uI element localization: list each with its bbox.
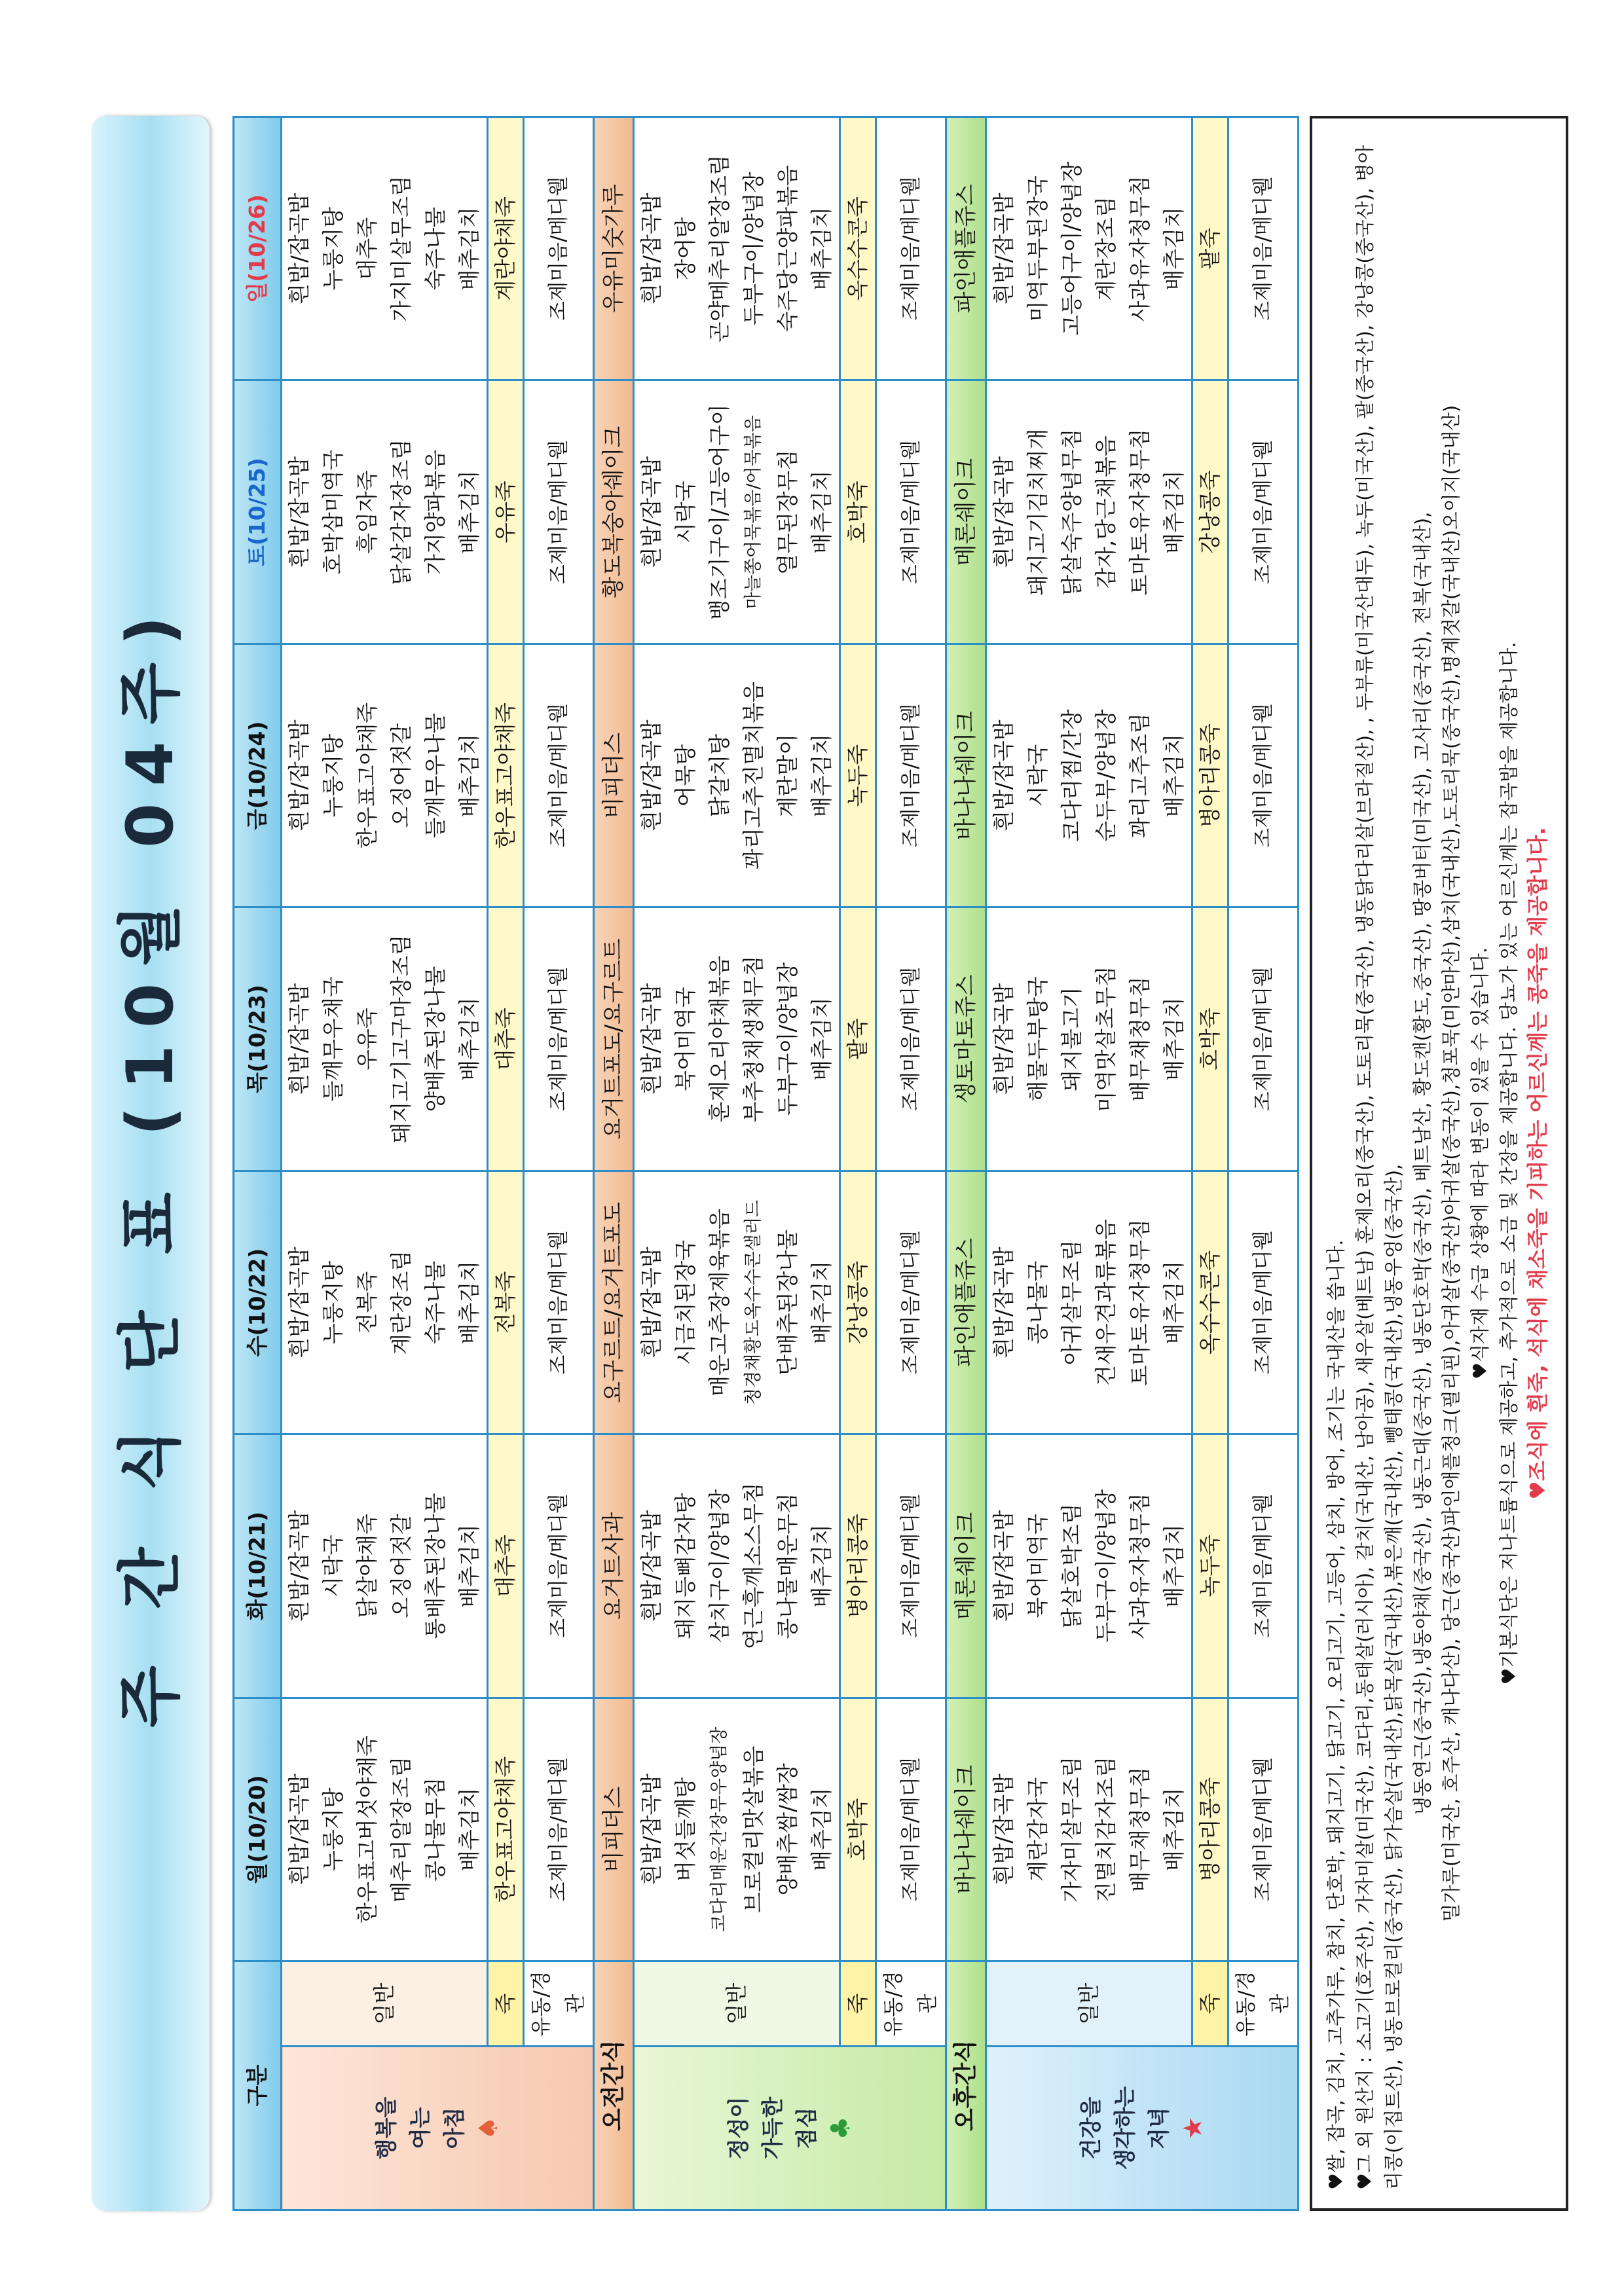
menu-item: 시락국	[1025, 744, 1050, 807]
snack-cell: 메론쉐이크	[946, 1434, 986, 1698]
menu-item: 장어탕	[673, 217, 698, 280]
note-low-sodium: ♥기본식단은 저나트륨식으로 제공하고, 추가적으로 소금 및 간장을 제공합니다. 당뇨가 있는 어르신께는 잡곡밥을 제공합니다.	[1498, 642, 1520, 1685]
menu-item: 흰밥/잡곡밥	[286, 1247, 312, 1358]
snack-cell: 메론쉐이크	[946, 380, 986, 644]
dysphagia-cell: 조제미음/메디웰	[876, 644, 946, 907]
menu-item: 시금치된장국	[673, 1239, 698, 1366]
club-icon: ♣	[826, 2116, 856, 2140]
type-juk: 죽	[840, 1961, 876, 2047]
page-title: 주 간 식 단 표 (10월 04주)	[113, 599, 188, 1728]
menu-cell	[634, 907, 840, 1171]
dysphagia-cell: 조제미음/메디웰	[1228, 117, 1299, 380]
note-origin-other: ♥그 외 원산지 : 소고기(호주산), 가자미살(미국산), 코다리,동태살(러시아), 갈치(국내산, 남아공), 새우살(베트남) 훈제오리(중국산), 도토리묵(중국산), 냉동닭다리살(브라질산), , 두부류(미국산대두), 녹두(미국산), 팥(중국산), 강낭콩(중국산), 병아리콩(이집트산), 냉동브로컬리(중국산), 닭가슴살(국내산),닭목살(국내산),볶은깨(국내산), 뺑태콩(국내산),냉동우엉(중국산),	[1354, 145, 1405, 2190]
note-origin-other-3: 밀가루(미국산, 호주산, 캐나다산), 당근(중국산)파인애플청크(필리핀),아귀살(중국산)아귀살(중국산),청포묵(미얀마산),삼치(국내산),도토리묵(중국산),명계젓갈(국내산)오이지(국내산)	[1440, 405, 1462, 1922]
dysphagia-cell: 조제미음/메디웰	[876, 907, 946, 1171]
note-origin-other-2: 냉동연근(중국산),냉동야채(중국산), 냉동근대(중국산), 냉동단호박(중국산), 베트남산, 황도캔(황도,중국산), 땅콩버터(미국산), 고사리(중국산), 전복(국내산),	[1411, 511, 1433, 1815]
lunch-label	[634, 2047, 946, 2210]
dysphagia-cell: 조제미음/메디웰	[876, 117, 946, 380]
menu-item: 콩나물무침	[422, 1777, 448, 1882]
menu-item: 닭갈치탕	[707, 733, 732, 818]
menu-item: 배추김치	[456, 470, 482, 554]
menu-item: 고등어구이/양념장	[1059, 161, 1084, 336]
day-header-fri: 금(10/24)	[234, 644, 282, 907]
juk-cell: 전복죽	[488, 1171, 524, 1434]
menu-item: 가지미살무조림	[388, 175, 414, 322]
juk-cell: 병아리콩죽	[1192, 1698, 1228, 1961]
menu-item: 흰밥/잡곡밥	[638, 1247, 664, 1358]
menu-item: 흰밥/잡곡밥	[991, 456, 1016, 568]
spade-icon: ♠	[473, 2116, 504, 2140]
menu-frame	[62, 79, 1581, 2237]
menu-item: 콩나물국	[1025, 1260, 1050, 1345]
type-dysphagia: 유동/경관	[524, 1961, 594, 2047]
menu-item: 닭살감자장조림	[388, 439, 414, 585]
notes-box	[1310, 116, 1568, 2211]
menu-item: 배추김치	[1161, 997, 1187, 1081]
dysphagia-cell: 조제미음/메디웰	[1228, 380, 1299, 644]
menu-item: 코다리찜/간장	[1059, 709, 1084, 842]
lunch-label-line: 점심	[794, 2107, 819, 2149]
menu-item: 배무채청무침	[1127, 976, 1153, 1102]
menu-item: 브로컬리맛살볶음	[741, 1745, 766, 1913]
menu-item: 뱅조기구이/고등어구이	[707, 404, 732, 621]
menu-cell	[282, 380, 488, 644]
menu-cell	[986, 644, 1192, 907]
menu-item: 한우표고버섯야채죽	[354, 1735, 380, 1923]
menu-item: 계란감자국	[1025, 1777, 1050, 1882]
menu-item: 건새우견과류볶음	[1093, 1218, 1118, 1386]
menu-item: 흰밥/잡곡밥	[638, 1510, 664, 1622]
menu-item: 시락국	[673, 481, 698, 543]
menu-item: 콩나물매운무침	[775, 1493, 800, 1639]
menu-item: 누룽지탕	[320, 1260, 346, 1345]
star-icon: ★	[1178, 2116, 1208, 2140]
menu-cell	[282, 1698, 488, 1961]
day-header-sun: 일(10/26)	[234, 117, 282, 380]
menu-item: 흰밥/잡곡밥	[286, 720, 312, 831]
juk-cell: 호박죽	[1192, 907, 1228, 1171]
menu-item: 꽈리고추진멸치볶음	[741, 682, 766, 870]
menu-item: 두부구이/양념장	[741, 172, 766, 325]
snack-cell: 요거트사과	[594, 1434, 634, 1698]
menu-item: 북어미역국	[673, 987, 698, 1091]
menu-item: 연근흑깨소스무침	[741, 1482, 766, 1650]
juk-cell: 강낭콩죽	[1192, 380, 1228, 644]
menu-item: 해물두부탕국	[1025, 976, 1050, 1102]
dinner-label-line: 건강을	[1078, 2096, 1103, 2160]
menu-item: 흰밥/잡곡밥	[991, 983, 1016, 1095]
day-header-thu: 목(10/23)	[234, 907, 282, 1171]
snack_pm-row	[946, 117, 986, 2210]
menu-item: 배추김치	[809, 470, 834, 554]
dysphagia-cell: 조제미음/메디웰	[1228, 1171, 1299, 1434]
snack-cell: 파인애플쥬스	[946, 1171, 986, 1434]
menu-item: 미역두부된장국	[1025, 175, 1050, 322]
menu-item: 사과유자청무침	[1127, 175, 1153, 322]
menu-item: 매운고추장제육볶음	[707, 1209, 732, 1396]
juk-cell: 호박죽	[840, 1698, 876, 1961]
menu-item: 버섯들깨탕	[673, 1777, 698, 1882]
menu-item: 청경채황도옥수수콘샐러드	[743, 1199, 764, 1405]
snack-cell: 요구르트/요거트포도	[594, 1171, 634, 1434]
dysphagia-cell: 조제미음/메디웰	[876, 380, 946, 644]
menu-item: 흰밥/잡곡밥	[638, 720, 664, 831]
menu-item: 흰밥/잡곡밥	[638, 456, 664, 568]
dysphagia-cell: 조제미음/메디웰	[1228, 644, 1299, 907]
breakfast-juk-row	[488, 117, 524, 2210]
lunch-label-line: 정성이	[726, 2096, 751, 2160]
menu-item: 배추김치	[456, 206, 482, 291]
menu-item: 부추청채생채무침	[741, 955, 766, 1123]
menu-cell	[986, 1698, 1192, 1961]
menu-item: 코다리매운간장무우양념장	[709, 1726, 729, 1932]
dysphagia-cell: 조제미음/메디웰	[1228, 1434, 1299, 1698]
menu-item: 흰밥/잡곡밥	[991, 1774, 1016, 1886]
juk-cell: 병아리콩죽	[840, 1434, 876, 1698]
menu-item: 토마토유자청무침	[1127, 428, 1153, 596]
menu-item: 아귀살무조림	[1059, 1239, 1084, 1366]
snack_pm-label: 오후간식	[946, 1961, 986, 2210]
dysphagia-cell: 조제미음/메디웰	[1228, 1698, 1299, 1961]
menu-item: 흰밥/잡곡밥	[638, 1774, 664, 1886]
note-juk: ♥조식에 흰죽, 석식에 채소죽을 기피하는 어르신께는 콩죽을 제공합니다.	[1525, 827, 1550, 1500]
menu-cell	[986, 1171, 1192, 1434]
menu-item: 흰밥/잡곡밥	[991, 720, 1016, 831]
type-dysphagia: 유동/경관	[876, 1961, 946, 2047]
menu-item: 돼지고기김치찌개	[1025, 428, 1050, 596]
dysphagia-cell: 조제미음/메디웰	[524, 380, 594, 644]
juk-cell: 병아리콩죽	[1192, 644, 1228, 907]
menu-item: 단배추된장나물	[775, 1229, 800, 1376]
menu-item: 어묵탕	[673, 744, 698, 807]
menu-item: 숙주당근양파볶음	[775, 165, 800, 333]
menu-item: 배추김치	[809, 206, 834, 291]
menu-item: 감자,당근채볶음	[1093, 435, 1118, 589]
menu-item: 누룽지탕	[320, 1787, 346, 1872]
menu-item: 열무된장무침	[775, 449, 800, 575]
dysphagia-cell: 조제미음/메디웰	[524, 1171, 594, 1434]
day-header-mon: 월(10/20)	[234, 1698, 282, 1961]
menu-item: 호박삼미역국	[320, 449, 346, 575]
menu-cell	[634, 644, 840, 907]
menu-item: 진멸치감자조림	[1093, 1756, 1118, 1903]
menu-item: 계란장조림	[388, 1250, 414, 1355]
menu-item: 배추김치	[809, 1787, 834, 1872]
menu-cell	[634, 117, 840, 380]
dysphagia-cell: 조제미음/메디웰	[524, 907, 594, 1171]
dysphagia-cell: 조제미음/메디웰	[524, 644, 594, 907]
menu-cell	[634, 1434, 840, 1698]
menu-item: 배추김치	[456, 997, 482, 1081]
title-banner	[92, 116, 210, 2211]
menu-cell	[986, 117, 1192, 380]
type-juk: 죽	[1192, 1961, 1228, 2047]
menu-item: 흰밥/잡곡밥	[991, 192, 1016, 304]
juk-cell: 대추죽	[488, 1434, 524, 1698]
juk-cell: 한우표고야채죽	[488, 644, 524, 907]
juk-cell: 대추죽	[488, 907, 524, 1171]
dinner-label	[986, 2047, 1299, 2210]
menu-cell	[986, 380, 1192, 644]
menu-item: 흑임자죽	[354, 470, 380, 554]
weekly-menu-table	[232, 116, 1299, 2211]
juk-cell: 계란야채죽	[488, 117, 524, 380]
juk-cell: 녹두죽	[1192, 1434, 1228, 1698]
menu-item: 배추김치	[809, 997, 834, 1081]
dysphagia-cell: 조제미음/메디웰	[524, 1698, 594, 1961]
menu-item: 흰밥/잡곡밥	[286, 456, 312, 568]
menu-item: 흰밥/잡곡밥	[286, 983, 312, 1095]
menu-item: 돼지불고기	[1059, 987, 1084, 1091]
type-general: 일반	[634, 1961, 840, 2047]
lunch-general-row	[634, 117, 840, 2210]
menu-cell	[634, 1698, 840, 1961]
dysphagia-cell: 조제미음/메디웰	[876, 1698, 946, 1961]
menu-item: 두부구이/양념장	[1093, 1489, 1118, 1643]
menu-item: 양배추쌈/쌈장	[775, 1763, 800, 1896]
menu-item: 배추김치	[1161, 1524, 1187, 1608]
menu-item: 흰밥/잡곡밥	[286, 1774, 312, 1886]
menu-item: 양배추된장나물	[422, 966, 448, 1112]
menu-item: 삼치구이/양념장	[707, 1489, 732, 1643]
dysphagia-cell: 조제미음/메디웰	[876, 1171, 946, 1434]
dinner-label-line: 생각하는	[1112, 2086, 1137, 2170]
menu-item: 배추김치	[1161, 470, 1187, 554]
dinner-general-row	[986, 117, 1192, 2210]
dysphagia-cell: 조제미음/메디웰	[524, 1434, 594, 1698]
dysphagia-cell: 조제미음/메디웰	[876, 1434, 946, 1698]
lunch-dysphagia-row	[876, 117, 946, 2210]
type-general: 일반	[282, 1961, 488, 2047]
dinner-juk-row	[1192, 117, 1228, 2210]
menu-item: 훈제오리야채볶음	[707, 955, 732, 1123]
juk-cell: 강낭콩죽	[840, 1171, 876, 1434]
menu-item: 흰밥/잡곡밥	[286, 192, 312, 304]
menu-item: 통배추된장나물	[422, 1493, 448, 1639]
menu-item: 배추김치	[1161, 733, 1187, 818]
menu-item: 가자미살무조림	[1059, 1756, 1084, 1903]
menu-cell	[282, 117, 488, 380]
menu-cell	[634, 1171, 840, 1434]
menu-item: 마늘쫑어묵볶음/어묵볶음	[743, 415, 764, 610]
juk-cell: 녹두죽	[840, 644, 876, 907]
snack_am-row	[594, 117, 634, 2210]
type-general: 일반	[986, 1961, 1192, 2047]
menu-item: 닭살호박조림	[1059, 1503, 1084, 1629]
menu-item: 흰밥/잡곡밥	[991, 1247, 1016, 1358]
menu-item: 미역맛살초무침	[1093, 966, 1118, 1112]
lunch-juk-row	[840, 117, 876, 2210]
menu-item: 메추리알장조림	[388, 1756, 414, 1903]
menu-item: 누룽지탕	[320, 206, 346, 291]
juk-cell: 한우표고야채죽	[488, 1698, 524, 1961]
juk-cell: 옥수수콘죽	[840, 117, 876, 380]
menu-cell	[282, 907, 488, 1171]
type-juk: 죽	[488, 1961, 524, 2047]
snack-cell: 바나나쉐이크	[946, 1698, 986, 1961]
note-supply: ♥식자재 수급 상황에 따라 변동이 있을 수 있습니다.	[1469, 947, 1491, 1380]
dinner-label-line: 저녁	[1146, 2107, 1172, 2149]
dinner-dysphagia-row	[1228, 117, 1299, 2210]
snack-cell: 황도복숭아쉐이크	[594, 380, 634, 644]
menu-item: 흰밥/잡곡밥	[638, 983, 664, 1095]
menu-item: 숙주나물	[422, 1260, 448, 1345]
menu-item: 우유죽	[354, 1008, 380, 1070]
menu-item: 배무채청무침	[1127, 1766, 1153, 1892]
menu-item: 곤약메추리알장조림	[707, 155, 732, 343]
juk-cell: 호박죽	[840, 380, 876, 644]
juk-cell: 우유죽	[488, 380, 524, 644]
menu-item: 계란말이	[775, 733, 800, 818]
menu-item: 돼지등뼈감자탕	[673, 1493, 698, 1639]
breakfast-general-row	[282, 117, 488, 2210]
day-header-sat: 토(10/25)	[234, 380, 282, 644]
menu-item: 배추김치	[809, 733, 834, 818]
menu-item: 흰밥/잡곡밥	[991, 1510, 1016, 1622]
type-dysphagia: 유동/경관	[1228, 1961, 1299, 2047]
snack-cell: 비피더스	[594, 644, 634, 907]
day-header-wed: 수(10/22)	[234, 1171, 282, 1434]
menu-item: 토마토유자청무침	[1127, 1218, 1153, 1386]
menu-item: 가지양파볶음	[422, 449, 448, 575]
menu-item: 북어미역국	[1025, 1514, 1050, 1618]
menu-item: 배추김치	[809, 1524, 834, 1608]
menu-item: 누룽지탕	[320, 733, 346, 818]
menu-cell	[986, 1434, 1192, 1698]
menu-item: 한우표고야채죽	[354, 702, 380, 849]
menu-item: 계란장조림	[1093, 196, 1118, 301]
breakfast-label-line: 아침	[441, 2107, 467, 2149]
juk-cell: 팥죽	[1192, 117, 1228, 380]
juk-cell: 팥죽	[840, 907, 876, 1171]
lunch-label-line: 가득한	[760, 2096, 785, 2160]
menu-item: 배추김치	[456, 733, 482, 818]
menu-item: 흰밥/잡곡밥	[638, 192, 664, 304]
header-row	[234, 117, 282, 2210]
menu-item: 닭살숙주양념무침	[1059, 428, 1084, 596]
menu-cell	[282, 644, 488, 907]
menu-item: 배추김치	[809, 1260, 834, 1345]
breakfast-dysphagia-row	[524, 117, 594, 2210]
menu-item: 꽈리고추조림	[1127, 712, 1153, 839]
breakfast-label-line: 여는	[407, 2107, 433, 2149]
snack-cell: 바나나쉐이크	[946, 644, 986, 907]
menu-item: 배추김치	[1161, 1260, 1187, 1345]
menu-item: 순두부/양념장	[1093, 709, 1118, 842]
menu-item: 시락국	[320, 1535, 346, 1597]
menu-item: 숙주나물	[422, 206, 448, 291]
snack-cell: 비피더스	[594, 1698, 634, 1961]
menu-item: 두부구이/양념장	[775, 962, 800, 1116]
menu-item: 전복죽	[354, 1271, 380, 1334]
dysphagia-cell: 조제미음/메디웰	[524, 117, 594, 380]
menu-item: 닭살야채죽	[354, 1514, 380, 1618]
header-gubun: 구분	[234, 1961, 282, 2210]
breakfast-label	[282, 2047, 594, 2210]
menu-cell	[282, 1434, 488, 1698]
menu-item: 돼지고기고구마장조림	[388, 934, 414, 1144]
snack-cell: 생토마토쥬스	[946, 907, 986, 1171]
menu-item: 배추김치	[456, 1260, 482, 1345]
menu-item: 대추죽	[354, 217, 380, 280]
dysphagia-cell: 조제미음/메디웰	[1228, 907, 1299, 1171]
menu-cell	[986, 907, 1192, 1171]
snack_am-label: 오전간식	[594, 1961, 634, 2210]
note-origin-domestic: ♥쌀, 잡곡, 김치, 고추가루, 참치, 단호박, 돼지고기, 닭고기, 오리고기, 고등어, 삼치, 방어, 조기는 국내산을 씁니다.	[1325, 1239, 1347, 2190]
menu-item: 오징어젓갈	[388, 1514, 414, 1618]
menu-item: 배추김치	[456, 1524, 482, 1608]
menu-item: 오징어젓갈	[388, 723, 414, 828]
snack-cell: 파인애플쥬스	[946, 117, 986, 380]
juk-cell: 옥수수콘죽	[1192, 1171, 1228, 1434]
day-header-tue: 화(10/21)	[234, 1434, 282, 1698]
menu-item: 배추김치	[456, 1787, 482, 1872]
breakfast-label-line: 행복을	[373, 2096, 399, 2160]
snack-cell: 요거트포도/요구르트	[594, 907, 634, 1171]
menu-item: 사과유자청무침	[1127, 1493, 1153, 1639]
menu-item: 배추김치	[1161, 206, 1187, 291]
menu-item: 들깨무우채국	[320, 976, 346, 1102]
menu-cell	[634, 380, 840, 644]
menu-item: 흰밥/잡곡밥	[286, 1510, 312, 1622]
menu-item: 들깨무우나물	[422, 712, 448, 839]
snack-cell: 우유미숫가루	[594, 117, 634, 380]
menu-cell	[282, 1171, 488, 1434]
menu-item: 배추김치	[1161, 1787, 1187, 1872]
